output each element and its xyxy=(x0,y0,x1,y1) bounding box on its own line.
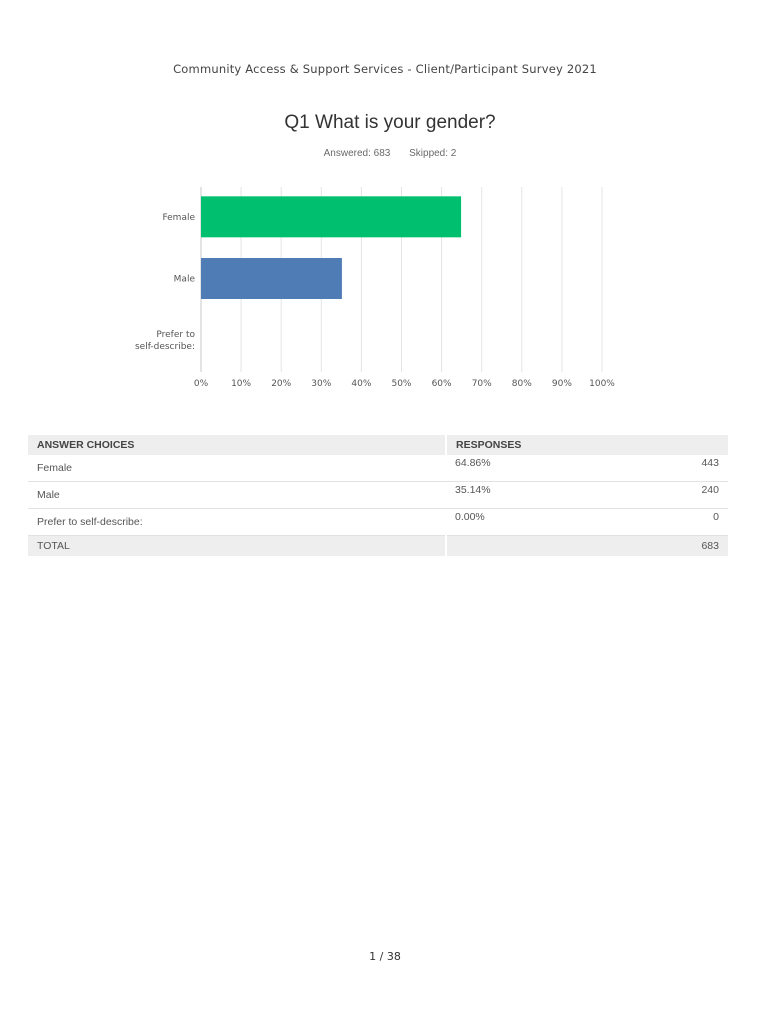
x-tick-label: 70% xyxy=(471,379,492,389)
x-tick-label: 90% xyxy=(551,379,572,389)
response-percent: 64.86% xyxy=(446,455,616,482)
header-responses: RESPONSES xyxy=(446,435,728,455)
table-total-row xyxy=(28,536,728,557)
x-tick-label: 100% xyxy=(589,379,615,389)
header-answer-choices: ANSWER CHOICES xyxy=(28,435,446,455)
question-title: Q1 What is your gender? xyxy=(284,112,496,133)
x-tick-label: 50% xyxy=(391,379,412,389)
results-table xyxy=(28,435,728,556)
document-header: Community Access & Support Services - Client/Participant Survey 2021 xyxy=(173,62,597,76)
table-row xyxy=(28,482,728,509)
x-tick-label: 10% xyxy=(231,379,252,389)
table-row xyxy=(28,455,728,482)
x-tick-label: 30% xyxy=(311,379,332,389)
page-number: 1 / 38 xyxy=(369,950,401,963)
answer-choice: Male xyxy=(28,482,446,509)
response-stats xyxy=(0,148,770,159)
category-label: Male xyxy=(173,274,195,285)
response-count: 0 xyxy=(616,509,728,536)
response-percent: 35.14% xyxy=(446,482,616,509)
category-label: Female xyxy=(162,212,195,223)
bar xyxy=(201,258,342,299)
x-tick-label: 80% xyxy=(511,379,532,389)
table-row xyxy=(28,509,728,536)
response-count: 240 xyxy=(616,482,728,509)
x-tick-label: 40% xyxy=(351,379,372,389)
total-label: TOTAL xyxy=(28,536,446,557)
answer-choice: Female xyxy=(28,455,446,482)
x-tick-label: 60% xyxy=(431,379,452,389)
answered-count: Answered: 683 xyxy=(323,148,391,159)
response-percent: 0.00% xyxy=(446,509,616,536)
skipped-count: Skipped: 2 xyxy=(409,148,457,159)
bar xyxy=(201,196,461,237)
response-count: 443 xyxy=(616,455,728,482)
table-header-row xyxy=(28,435,728,455)
answer-choice: Prefer to self-describe: xyxy=(28,509,446,536)
gender-bar-chart xyxy=(0,170,770,400)
x-tick-label: 0% xyxy=(193,379,209,389)
category-label: Prefer to xyxy=(156,330,195,341)
x-tick-label: 20% xyxy=(271,379,292,389)
total-count: 683 xyxy=(446,536,728,557)
category-label: self-describe: xyxy=(134,342,195,353)
